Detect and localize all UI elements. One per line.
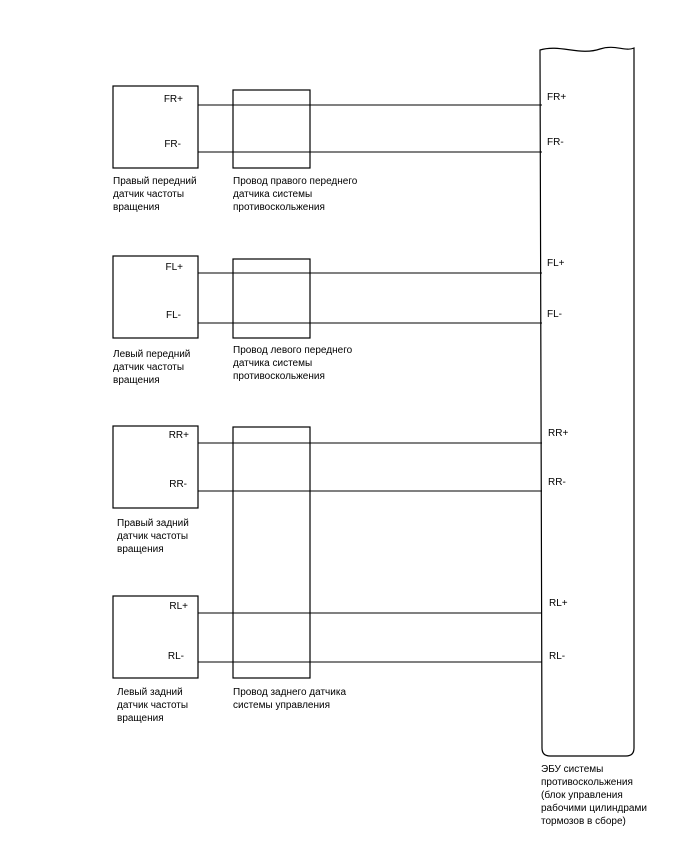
ecu-box xyxy=(540,47,634,756)
sensor-pin-rl-minus: RL- xyxy=(167,651,184,662)
ecu-pin-rr-plus: RR+ xyxy=(548,428,569,439)
sensor-pin-rl-plus: RL+ xyxy=(169,601,188,612)
wire-label-front-left: Провод левого переднего датчика системы противоскольжения xyxy=(233,345,353,382)
sensor-pin-fl-plus: FL+ xyxy=(165,262,183,273)
ecu-pin-rl-minus: RL- xyxy=(549,651,566,662)
ecu-pin-rr-minus: RR- xyxy=(548,477,566,488)
wire-box-front-left xyxy=(233,259,310,338)
sensor-pin-rr-minus: RR- xyxy=(169,479,187,490)
wire-label-front-right: Провод правого переднего датчика системы противоскольжения xyxy=(233,176,358,213)
wire-label-rear: Провод заднего датчика системы управления xyxy=(233,687,347,711)
sensor-label-fl: Левый передний датчик частоты вращения xyxy=(113,349,191,386)
sensor-label-fr: Правый передний датчик частоты вращения xyxy=(113,176,197,213)
wire-box-rear xyxy=(233,427,310,678)
sensor-label-rl: Левый задний датчик частоты вращения xyxy=(117,687,189,724)
sensor-pin-fr-plus: FR+ xyxy=(163,94,183,105)
ecu-pin-fl-minus: FL- xyxy=(547,309,562,320)
sensor-pin-fl-minus: FL- xyxy=(166,310,181,321)
ecu-pin-fr-plus: FR+ xyxy=(547,92,567,103)
ecu-pin-fr-minus: FR- xyxy=(547,137,564,148)
sensor-label-rr: Правый задний датчик частоты вращения xyxy=(117,518,189,555)
sensor-pin-fr-minus: FR- xyxy=(164,139,181,150)
ecu-pin-rl-plus: RL+ xyxy=(549,598,568,609)
wire-box-front-right xyxy=(233,90,310,168)
sensor-pin-rr-plus: RR+ xyxy=(168,430,189,441)
ecu-label: ЭБУ системы противоскольжения (блок управления рабочими цилиндрами тормозов в сборе) xyxy=(541,764,647,827)
ecu-pin-fl-plus: FL+ xyxy=(547,258,565,269)
